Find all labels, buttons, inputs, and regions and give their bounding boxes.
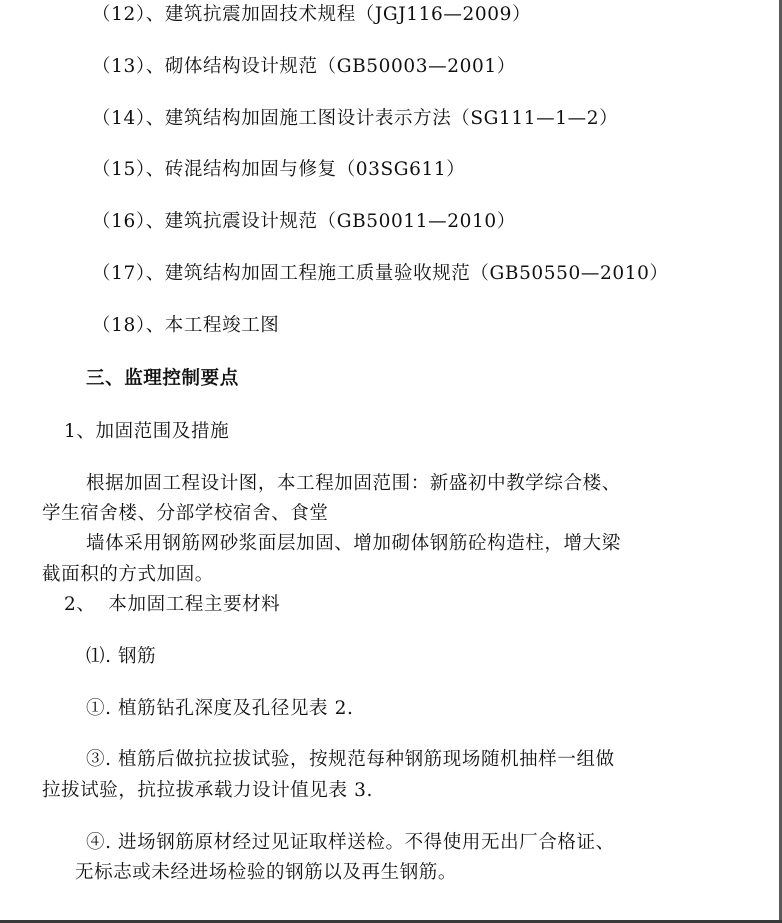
subsection-heading-scope: 1、加固范围及措施 <box>64 421 230 442</box>
item-3-pullout-line2: 拉拔试验，抗拉拔承载力设计值见表 3. <box>42 780 373 801</box>
paragraph-measures-line2: 截面积的方式加固。 <box>42 564 214 585</box>
item-1-drilling: ①. 植筋钻孔深度及孔径见表 2. <box>86 698 354 719</box>
subsection-heading-materials: 2、 本加固工程主要材料 <box>64 594 281 615</box>
standard-item-16: （16）、建筑抗震设计规范（GB50011—2010） <box>92 211 516 232</box>
paragraph-scope-line2: 学生宿舍楼、分部学校宿舍、食堂 <box>42 503 329 524</box>
section-heading: 三、监理控制要点 <box>86 368 239 389</box>
item-3-pullout-line1: ③. 植筋后做抗拉拔试验，按规范每种钢筋现场随机抽样一组做 <box>86 749 615 770</box>
paragraph-scope-line1: 根据加固工程设计图，本工程加固范围：新盛初中教学综合楼、 <box>86 473 621 494</box>
standard-item-12: （12）、建筑抗震加固技术规程（JGJ116—2009） <box>92 4 532 25</box>
standard-item-14: （14）、建筑结构加固施工图设计表示方法（SG111—1—2） <box>92 108 619 129</box>
standard-item-17: （17）、建筑结构加固工程施工质量验收规范（GB50550—2010） <box>92 263 669 284</box>
standard-item-13: （13）、砌体结构设计规范（GB50003—2001） <box>92 56 516 77</box>
standard-item-18: （18）、本工程竣工图 <box>92 315 280 336</box>
standard-item-15: （15）、砖混结构加固与修复（03SG611） <box>92 159 466 180</box>
item-4-inspection-line2: 无标志或未经进场检验的钢筋以及再生钢筋。 <box>75 862 458 883</box>
item-4-inspection-line1: ④. 进场钢筋原材经过见证取样送检。不得使用无出厂合格证、 <box>86 832 615 853</box>
item-rebar: ⑴. 钢筋 <box>86 646 157 667</box>
paragraph-measures-line1: 墙体采用钢筋网砂浆面层加固、增加砌体钢筋砼构造柱，增大梁 <box>86 533 621 554</box>
